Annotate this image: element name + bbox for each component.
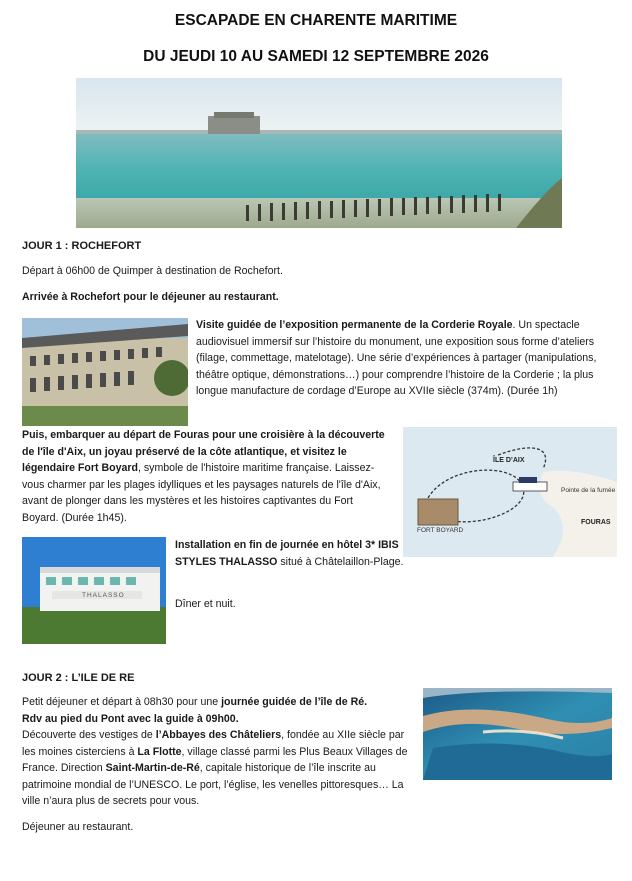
map-label-fouras: FOURAS xyxy=(581,519,611,526)
cruise-paragraph xyxy=(22,427,390,526)
cruise-description: , symbole de l'histoire maritime française. Laissez-vous charmer par les plages idylliques et les paysages naturels de l'île d'Aix, avant de plonger dans les mystères et les histoires captivantes du Fort Boyard. (Durée 1h45). xyxy=(22,462,381,524)
day2-guided-day: journée guidée de l’île de Ré. xyxy=(221,696,368,708)
map-label-fort: FORT BOYARD xyxy=(417,527,464,534)
hotel-paragraph xyxy=(175,537,405,570)
corderie-description: . Un spectacle audiovisuel immersif sur l’histoire du monument, une exposition sous forme d’ateliers (filage, commettage, matelotage). Une série d’expériences à partager (manipulations, théâtre optique, démonstrations…) pour comprendre l’histoire de la Corderie ; la plus longue manufacture de cordage d’Europe au XVIIe siècle (374m). (Durée 1h) xyxy=(196,319,597,397)
village-note: , village classé parmi les Plus Beaux Villages de France. Direction xyxy=(22,745,408,774)
saint-martin-description: , capitale historique de l’île inscrite au patrimoine mondial de l’UNESCO. Le port, l’église, les venelles pittoresques… La ville n’aura plus de secrets pour vous. xyxy=(22,762,404,807)
day1-departure: Départ à 06h00 de Quimper à destination de Rochefort. xyxy=(22,265,283,277)
abbey-intro: Découverte des vestiges de xyxy=(22,729,156,741)
map-label-aix: ÎLE D’AIX xyxy=(493,457,525,464)
document-dates: DU JEUDI 10 AU SAMEDI 12 SEPTEMBRE 2026 xyxy=(143,48,489,65)
ile-de-re-aerial-image xyxy=(423,688,612,780)
corderie-royale-image xyxy=(22,318,188,426)
day1-dinner: Dîner et nuit. xyxy=(175,598,236,610)
day2-paragraph xyxy=(22,727,414,810)
fort-boyard-banner-image xyxy=(76,78,562,228)
la-flotte: La Flotte xyxy=(137,745,182,758)
cruise-title: Puis, embarquer au départ de Fouras pour une croisière à la découverte de l'île d'Aix, un joyau préservé de la côte atlantique, et visitez le légendaire Fort Boyard xyxy=(22,429,385,474)
abbey-founding: , fondée au XIIe siècle par les moines cisterciens à xyxy=(22,729,405,758)
abbey-name: l’Abbayes des Châteliers xyxy=(155,729,282,741)
corderie-title: Visite guidée de l’exposition permanente de la Corderie Royale xyxy=(196,319,513,331)
map-label-pointe: Pointe de la fumée xyxy=(561,487,616,494)
corderie-paragraph xyxy=(196,317,614,400)
hotel-sign: THALASSO xyxy=(82,592,125,599)
day2-heading: JOUR 2 : L’ILE DE RE xyxy=(22,672,135,684)
day1-arrival: Arrivée à Rochefort pour le déjeuner au restaurant. xyxy=(22,291,279,303)
document-title: ESCAPADE EN CHARENTE MARITIME xyxy=(174,12,458,29)
hotel-image xyxy=(22,537,166,644)
saint-martin: Saint-Martin-de-Ré xyxy=(105,762,200,774)
day2-line1 xyxy=(22,694,422,711)
cruise-map-image xyxy=(403,427,617,557)
day1-heading: JOUR 1 : ROCHEFORT xyxy=(22,240,142,252)
day2-lunch: Déjeuner au restaurant. xyxy=(22,821,134,833)
hotel-name: Installation en fin de journée en hôtel 3* IBIS STYLES THALASSO xyxy=(175,539,399,568)
day2-meeting: Rdv au pied du Pont avec la guide à 09h00. xyxy=(22,713,239,725)
day2-breakfast: Petit déjeuner et départ à 08h30 pour une xyxy=(22,696,222,708)
hotel-location: situé à Châtelaillon-Plage. xyxy=(277,555,404,568)
